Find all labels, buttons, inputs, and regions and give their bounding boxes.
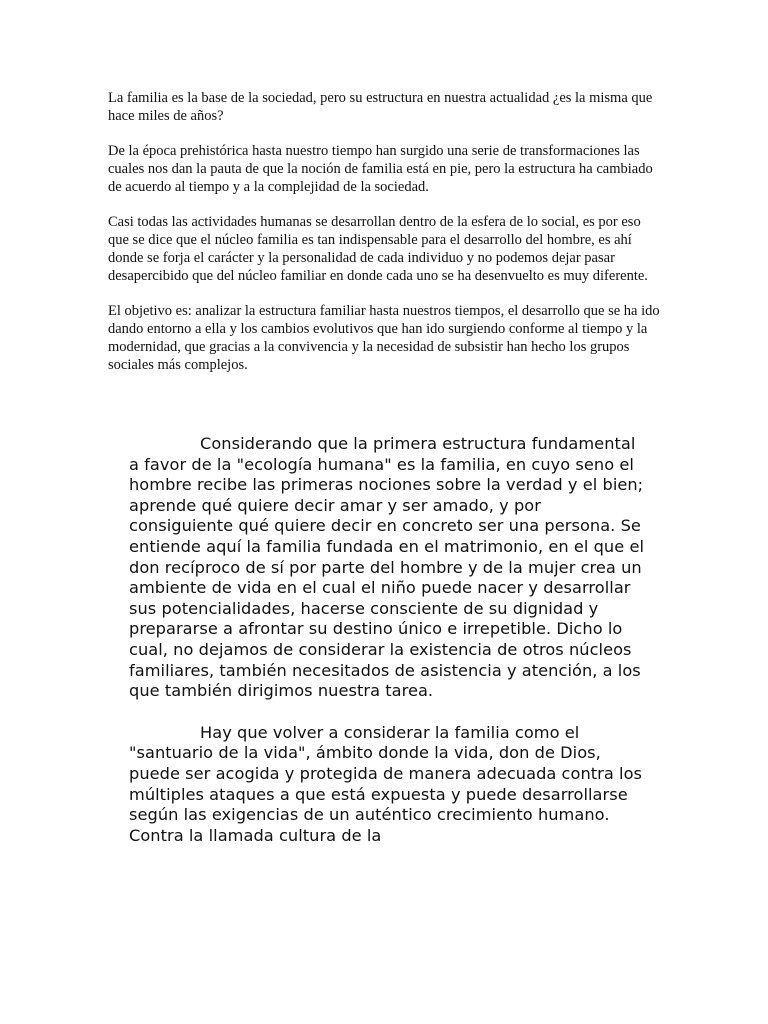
intro-paragraph-1: La familia es la base de la sociedad, pero su estructura en nuestra actualidad ¿es la misma que hace miles de años?	[108, 90, 653, 124]
intro-paragraph-4: El objetivo es: analizar la estructura familiar hasta nuestros tiempos, el desarrollo que se ha ido dando entorno a ella y los cambios evolutivos que han ido surgiendo conforme al tiempo y la modernidad, que gracias a la convivencia y la necesidad de subsistir han hecho los grupos sociales más complejos.	[108, 303, 660, 373]
quoted-section	[129, 434, 649, 867]
intro-paragraph-3: Casi todas las actividades humanas se desarrollan dentro de la esfera de lo social, es por eso que se dice que el núcleo familia es tan indispensable para el desarrollo del hombre, es ahí donde se forja el carácter y la personalidad de cada individuo y no podemos dejar pasar desapercibido que del núcleo familiar en donde cada uno se ha desenvuelto es muy diferente.	[108, 214, 648, 284]
quote-paragraph-1: Considerando que la primera estructura fundamental a favor de la "ecología humana" es la familia, en cuyo seno el hombre recibe las primeras nociones sobre la verdad y el bien; aprende qué quiere decir amar y ser amado, y por consiguiente qué quiere decir en concreto ser una persona. Se entiende aquí la familia fundada en el matrimonio, en el que el don recíproco de sí por parte del hombre y de la mujer crea un ambiente de vida en el cual el niño puede nacer y desarrollar sus potencialidades, hacerse consciente de su dignidad y prepararse a afrontar su destino único e irrepetible. Dicho lo cual, no dejamos de considerar la existencia de otros núcleos familiares, también necesitados de asistencia y atención, a los que también dirigimos nuestra tarea.	[129, 434, 645, 701]
quote-paragraph-2: Hay que volver a considerar la familia como el "santuario de la vida", ámbito donde la vida, don de Dios, puede ser acogida y protegida de manera adecuada contra los múltiples ataques a que está expuesta y puede desarrollarse según las exigencias de un auténtico crecimiento humano. Contra la llamada cultura de la	[129, 722, 643, 845]
intro-section	[108, 89, 664, 391]
intro-paragraph-2: De la época prehistórica hasta nuestro tiempo han surgido una serie de transformaciones las cuales nos dan la pauta de que la noción de familia está en pie, pero la estructura ha cambiado de acuerdo al tiempo y a la complejidad de la sociedad.	[108, 143, 653, 195]
